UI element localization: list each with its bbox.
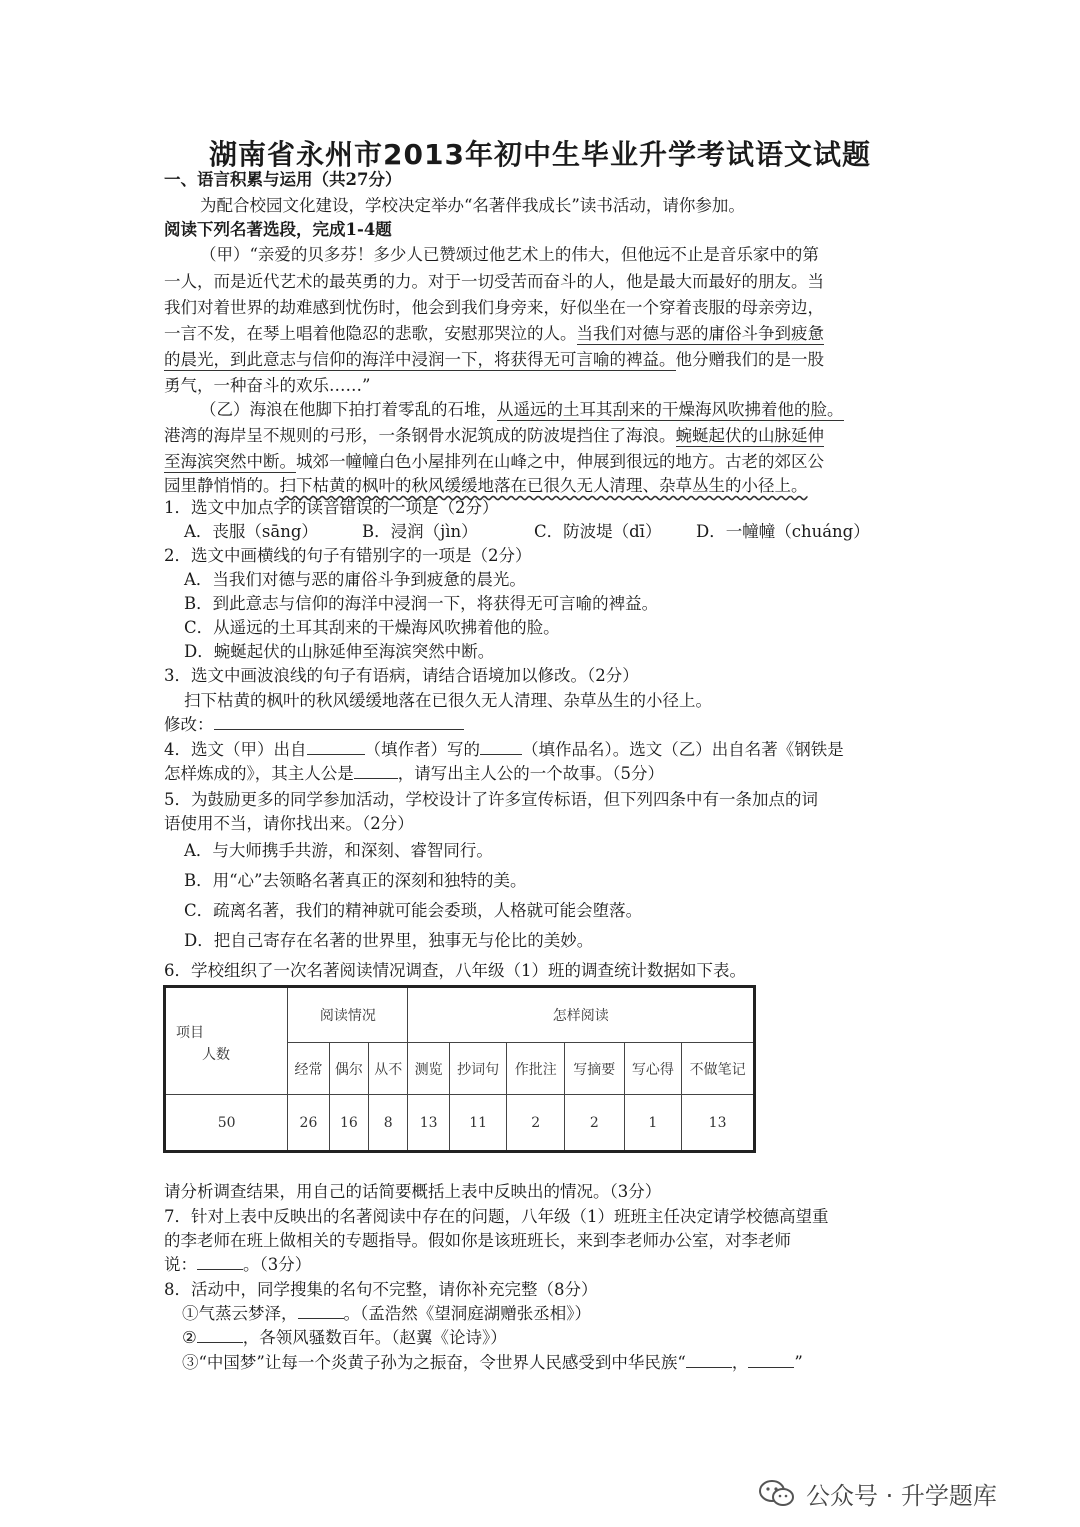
answer-blank[interactable] — [197, 1342, 243, 1343]
passage-a-line: 我们对着世界的劫难感到忧伤时，他会到我们身旁来，好似坐在一个穿着丧服的母亲旁边， — [164, 298, 824, 317]
page-title: 湖南省永州市2013年初中生毕业升学考试语文试题 — [209, 138, 871, 171]
passage-b-text: 园里静悄悄的。 — [164, 476, 280, 495]
table-header-cell: 经常 — [288, 1043, 329, 1095]
table-header-cell: 不做笔记 — [682, 1043, 755, 1095]
passage-a-line: 一人，而是近代艺术的最英勇的力。对于一切受苦而奋斗的人，他是最大而最好的朋友。当 — [164, 272, 824, 291]
table-value-cell: 2 — [507, 1095, 565, 1152]
answer-blank[interactable] — [748, 1367, 794, 1368]
question-6-stem: 6．学校组织了一次名著阅读情况调查，八年级（1）班的调查统计数据如下表。 — [164, 961, 746, 980]
table-header-cell: 写摘要 — [565, 1043, 625, 1095]
q2-option-d: D．蜿蜒起伏的山脉延伸至海滨突然中断。 — [184, 642, 495, 661]
q5-option-a: A．与大师携手共游，和深刻、睿智同行。 — [184, 841, 493, 860]
q8-text: 。（孟浩然《望洞庭湖赠张丞相》） — [343, 1304, 591, 1323]
question-4-line — [164, 762, 664, 786]
table-corner-cell — [165, 987, 288, 1095]
watermark — [758, 1476, 997, 1511]
corner-label-count: 人数 — [202, 1047, 230, 1063]
passage-a-line: （甲）“亲爱的贝多芬！多少人已赞颂过他艺术上的伟大，但他远不止是音乐家中的第 — [200, 245, 819, 264]
q8-item-3 — [182, 1351, 803, 1375]
passage-a-text: 一言不发，在琴上唱着他隐忍的悲歌，安慰那哭泣的人。 — [164, 324, 577, 343]
table-group-header: 怎样阅读 — [408, 987, 755, 1043]
underlined-sentence: 至海滨突然中断。 — [164, 452, 296, 471]
q8-text: ， — [731, 1353, 749, 1372]
underlined-sentence: 的晨光，到此意志与信仰的海洋中浸润一下，将获得无可言喻的裨益。 — [164, 350, 676, 369]
table-value-cell: 16 — [329, 1095, 368, 1152]
q1-option-b: B．浸润（jìn） — [362, 522, 478, 541]
passage-b-line — [164, 450, 824, 474]
q8-item-2 — [182, 1326, 507, 1350]
intro-text: 为配合校园文化建设，学校决定举办“名著伴我成长”读书活动，请你参加。 — [200, 196, 745, 215]
q1-option-a: A．丧服（sāng） — [184, 522, 318, 541]
q8-text: ①气蒸云梦泽， — [182, 1304, 298, 1323]
passage-b-text: 港湾的海岸呈不规则的弓形，一条钢骨水泥筑成的防波堤挡住了海浪。 — [164, 426, 676, 445]
answer-blank[interactable] — [354, 778, 398, 779]
survey-table — [163, 985, 756, 1153]
answer-blank[interactable] — [686, 1367, 732, 1368]
q4-text: 怎样炼成的》，其主人公是 — [164, 764, 354, 783]
q4-text: ，请写出主人公的一个故事。（5分） — [397, 764, 664, 783]
passage-b-line — [164, 424, 824, 448]
passage-b-line — [164, 474, 808, 498]
table-value-cell: 8 — [369, 1095, 408, 1152]
answer-blank[interactable] — [307, 754, 365, 755]
table-header-cell: 偶尔 — [329, 1043, 368, 1095]
passage-b-text: 城郊一幢幢白色小屋排列在山峰之中，伸展到很远的地方。古老的郊区公 — [296, 452, 824, 471]
passage-a-line — [164, 322, 824, 346]
table-value-cell: 13 — [408, 1095, 449, 1152]
q4-text: （填作品名）。选文（乙）出自名著《钢铁是 — [522, 740, 844, 759]
table-value-cell: 13 — [682, 1095, 755, 1152]
q1-option-c: C．防波堤（dī） — [534, 522, 662, 541]
section-heading: 一、语言积累与运用（共27分） — [164, 170, 402, 189]
question-2-stem: 2．选文中画横线的句子有错别字的一项是（2分） — [164, 546, 532, 565]
q3-fix-label: 修改： — [164, 715, 214, 734]
q3-fix-line — [164, 713, 464, 737]
q5-option-b: B．用“心”去领略名著真正的深刻和独特的美。 — [184, 871, 527, 890]
q8-text: ② — [182, 1328, 197, 1347]
q8-text: ③“中国梦”让每一个炎黄子孙为之振奋，令世界人民感受到中华民族“ — [182, 1353, 686, 1372]
q7-text: 说： — [164, 1255, 197, 1274]
q3-sentence: 扫下枯黄的枫叶的秋风缓缓地落在已很久无人清理、杂草丛生的小径上。 — [184, 691, 712, 710]
question-3-stem: 3．选文中画波浪线的句子有语病，请结合语境加以修改。（2分） — [164, 666, 639, 685]
wavy-sentence: 扫下枯黄的枫叶的秋风缓缓地落在已很久无人清理、杂草丛生的小径上。 — [279, 476, 808, 495]
question-8-stem: 8．活动中，同学搜集的名句不完整，请你补充完整（8分） — [164, 1280, 598, 1299]
table-value-cell: 2 — [565, 1095, 625, 1152]
passage-b-line — [200, 398, 844, 422]
answer-blank[interactable] — [197, 1269, 243, 1270]
underlined-sentence: 当我们对德与恶的庸俗斗争到疲惫 — [576, 324, 824, 343]
q8-text: ，各领风骚数百年。（赵翼《论诗》） — [242, 1328, 507, 1347]
q5-option-c: C．疏离名著，我们的精神就可能会委琐，人格就可能会堕落。 — [184, 901, 643, 920]
underlined-sentence: 从遥远的土耳其刮来的干燥海风吹拂着他的脸。 — [497, 400, 844, 419]
question-6-ask: 请分析调查结果，用自己的话简要概括上表中反映出的情况。（3分） — [164, 1182, 662, 1201]
q7-text: 。（3分） — [243, 1255, 312, 1274]
q2-option-c: C．从遥远的土耳其刮来的干燥海风吹拂着他的脸。 — [184, 618, 560, 637]
question-5-line: 5．为鼓励更多的同学参加活动，学校设计了许多宣传标语，但下列四条中有一条加点的词 — [164, 790, 818, 809]
table-group-header: 阅读情况 — [288, 987, 408, 1043]
q2-option-a: A．当我们对德与恶的庸俗斗争到疲惫的晨光。 — [184, 570, 526, 589]
q1-option-d: D．一幢幢（chuáng） — [696, 522, 870, 541]
table-header-cell: 作批注 — [507, 1043, 565, 1095]
table-header-cell: 测览 — [408, 1043, 449, 1095]
question-4-line — [164, 738, 844, 762]
q8-item-1 — [182, 1302, 591, 1326]
question-7-line — [164, 1253, 311, 1277]
instruction-text: 阅读下列名著选段，完成1-4题 — [164, 220, 392, 239]
passage-a-line: 勇气，一种奋斗的欢乐……” — [164, 376, 371, 395]
corner-label-item: 项目 — [176, 1025, 204, 1041]
answer-blank[interactable] — [480, 754, 522, 755]
answer-blank[interactable] — [214, 729, 464, 730]
q5-option-d: D．把自己寄存在名著的世界里，独事无与伦比的美妙。 — [184, 931, 594, 950]
underlined-sentence: 蜿蜒起伏的山脉延伸 — [675, 426, 824, 445]
table-total-cell: 50 — [165, 1095, 288, 1152]
question-7-line: 7．针对上表中反映出的名著阅读中存在的问题，八年级（1）班班主任决定请学校德高望重 — [164, 1207, 829, 1226]
question-1-stem: 1．选文中加点字的读音错误的一项是（2分） — [164, 498, 499, 517]
question-5-line: 语使用不当，请你找出来。（2分） — [164, 814, 414, 833]
q8-text: ” — [794, 1353, 803, 1372]
q4-text: 4．选文（甲）出自 — [164, 740, 307, 759]
passage-a-text: 他分赠我们的是一股 — [675, 350, 824, 369]
table-value-cell: 11 — [449, 1095, 507, 1152]
table-header-cell: 抄词句 — [449, 1043, 507, 1095]
answer-blank[interactable] — [298, 1318, 344, 1319]
question-7-line: 的李老师在班上做相关的专题指导。假如你是该班班长，来到李老师办公室，对李老师 — [164, 1231, 791, 1250]
table-header-cell: 写心得 — [624, 1043, 682, 1095]
wechat-icon — [758, 1479, 796, 1509]
watermark-text: 公众号 · 升学题库 — [806, 1482, 997, 1510]
table-value-cell: 26 — [288, 1095, 329, 1152]
table-header-cell: 从不 — [369, 1043, 408, 1095]
q2-option-b: B．到此意志与信仰的海洋中浸润一下，将获得无可言喻的裨益。 — [184, 594, 659, 613]
q4-text: （填作者）写的 — [364, 740, 480, 759]
passage-b-text: （乙）海浪在他脚下拍打着零乱的石堆， — [200, 400, 497, 419]
passage-a-line — [164, 348, 824, 372]
table-value-cell: 1 — [624, 1095, 682, 1152]
